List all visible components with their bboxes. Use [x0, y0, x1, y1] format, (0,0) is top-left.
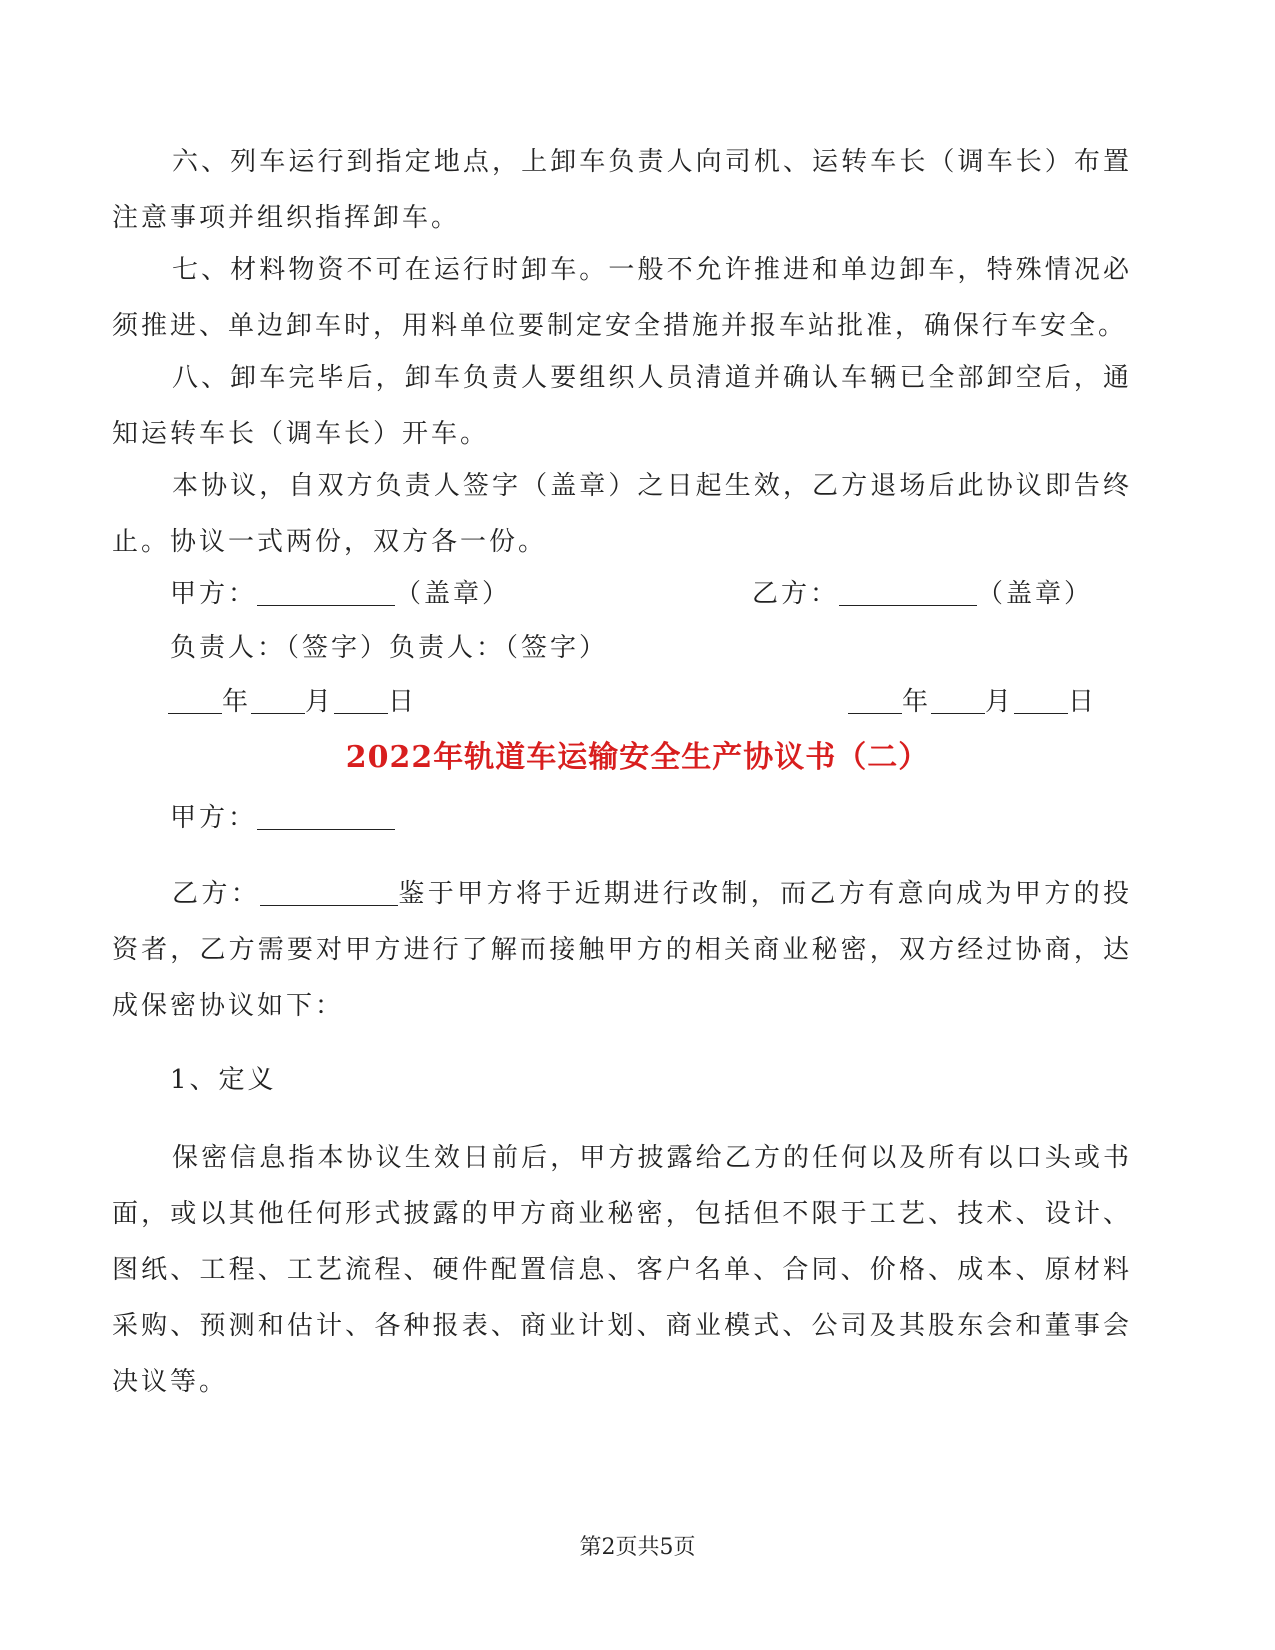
agreement2-party-b-label: 乙方：: [172, 879, 261, 909]
party-a-blank: [257, 579, 395, 606]
party-b-seal-note: （盖章）: [977, 579, 1094, 609]
clause-seven: 七、材料物资不可在运行时卸车。一般不允许推进和单边卸车，特殊情况必须推进、单边卸车时，用料单位要制定安全措施并报车站批准，确保行车安全。: [112, 255, 1132, 341]
party-b-signature-line: [752, 566, 1093, 622]
page-indicator: 第2页共5页: [579, 1535, 696, 1560]
year-blank: [848, 687, 902, 714]
section-heading: 1、定义: [170, 1065, 277, 1095]
party-b-blank: [839, 579, 977, 606]
month-blank: [251, 687, 305, 714]
party-a-seal-note: （盖章）: [395, 579, 512, 609]
month-blank: [931, 687, 985, 714]
party-b-label: 乙方：: [752, 579, 840, 609]
agreement2-party-a-line: [170, 790, 395, 846]
clause-eight: 八、卸车完毕后，卸车负责人要组织人员清道并确认车辆已全部卸空后，通知运转车长（调车长）开车。: [112, 363, 1132, 449]
party-b-date-line: [848, 674, 1097, 730]
clause-six: 六、列车运行到指定地点，上卸车负责人向司机、运转车长（调车长）布置注意事项并组织指挥卸车。: [112, 147, 1132, 233]
agreement2-party-a-label: 甲方：: [170, 803, 258, 833]
day-blank: [334, 687, 388, 714]
effective-clause: 本协议，自双方负责人签字（盖章）之日起生效，乙方退场后此协议即告终止。协议一式两份，双方各一份。: [112, 471, 1132, 557]
year-label: 年: [222, 687, 252, 717]
agreement2-intro-text: 鉴于甲方将于近期进行改制，而乙方有意向成为甲方的投资者，乙方需要对甲方进行了解而接触甲方的相关商业秘密，双方经过协商，达成保密协议如下：: [112, 879, 1132, 1021]
year-label: 年: [902, 687, 932, 717]
agreement2-party-a-blank: [257, 803, 395, 830]
day-label: 日: [1068, 687, 1098, 717]
day-label: 日: [388, 687, 418, 717]
month-label: 月: [305, 687, 335, 717]
section-body: 保密信息指本协议生效日前后，甲方披露给乙方的任何以及所有以口头或书面，或以其他任何形式披露的甲方商业秘密，包括但不限于工艺、技术、设计、图纸、工程、工艺流程、硬件配置信息、客户名单、合同、价格、成本、原材料采购、预测和估计、各种报表、商业计划、商业模式、公司及其股东会和董事会决议等。: [112, 1143, 1132, 1397]
day-blank: [1014, 687, 1068, 714]
agreement2-party-b-blank: [260, 879, 398, 906]
month-label: 月: [985, 687, 1015, 717]
party-a-signature-line: [170, 566, 511, 622]
agreement-title: 2022年轨道车运输安全生产协议书（二）: [345, 740, 930, 775]
agreement2-intro: [112, 866, 1132, 1034]
principal-signature-line: 负责人：（签字）负责人：（签字）: [170, 633, 609, 663]
party-a-date-line: [168, 674, 417, 730]
year-blank: [168, 687, 222, 714]
party-a-label: 甲方：: [170, 579, 258, 609]
